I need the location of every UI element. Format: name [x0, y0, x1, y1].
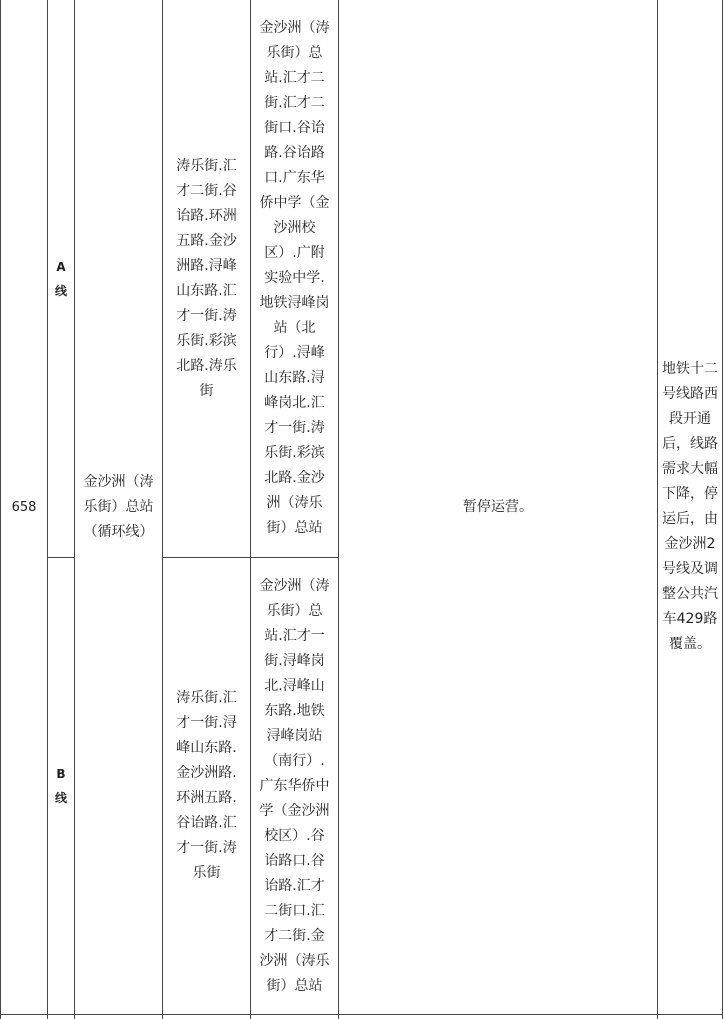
adjustment-text: 暂停运营。 [463, 498, 533, 515]
line-b-cell [48, 558, 74, 1014]
line-a-code: A [56, 259, 66, 274]
row-divider [0, 1014, 723, 1015]
line-a-cell [48, 0, 74, 557]
route-a-stops: 金沙洲（涛乐街）总站.汇才二街.汇才二街口.谷诒路.谷诒路口.广东华侨中学（金沙洲校区）.广附实验中学.地铁浔峰岗站（北行）.浔峰山东路.浔峰岗北.汇才一街.涛乐街.彩滨北路.金沙洲（涛乐街）总站 [259, 20, 330, 536]
column-divider [722, 0, 723, 1019]
route-b-stops: 金沙洲（涛乐街）总站.汇才一街.浔峰岗北.浔峰山东路.地铁浔峰岗站（南行）.广东华侨中学（金沙洲校区）.谷诒路口.谷诒路.汇才二街口.汇才二街.金沙洲（涛乐街）总站 [259, 577, 330, 994]
line-b-label: 线 [54, 791, 67, 805]
adjustment-cell [339, 0, 657, 1014]
route-a-roads-cell [163, 0, 250, 557]
reason-cell [658, 0, 722, 1014]
route-number-cell [1, 0, 47, 1014]
terminal-name: 金沙洲（涛乐街）总站（循环线） [83, 473, 154, 540]
terminal-cell [75, 0, 162, 1014]
route-a-stops-cell [251, 0, 338, 557]
line-a-label: 线 [54, 283, 67, 298]
route-a-roads: 涛乐街.汇才二街.谷诒路.环洲五路.金沙洲路.浔峰山东路.汇才一街.涛乐街.彩滨北路.涛乐街 [176, 157, 237, 399]
reason-text: 地铁十二号线路西段开通后，线路需求大幅下降，停运后，由金沙洲2号线及调整公共汽车429路覆盖。 [662, 361, 718, 652]
route-b-stops-cell [251, 558, 338, 1014]
route-b-roads-cell [163, 558, 250, 1014]
route-number: 658 [11, 499, 37, 515]
route-b-roads: 涛乐街.汇才一街.浔峰山东路.金沙洲路.环洲五路.谷诒路.汇才一街.涛乐街 [176, 690, 237, 881]
line-b-code: B [56, 767, 66, 781]
